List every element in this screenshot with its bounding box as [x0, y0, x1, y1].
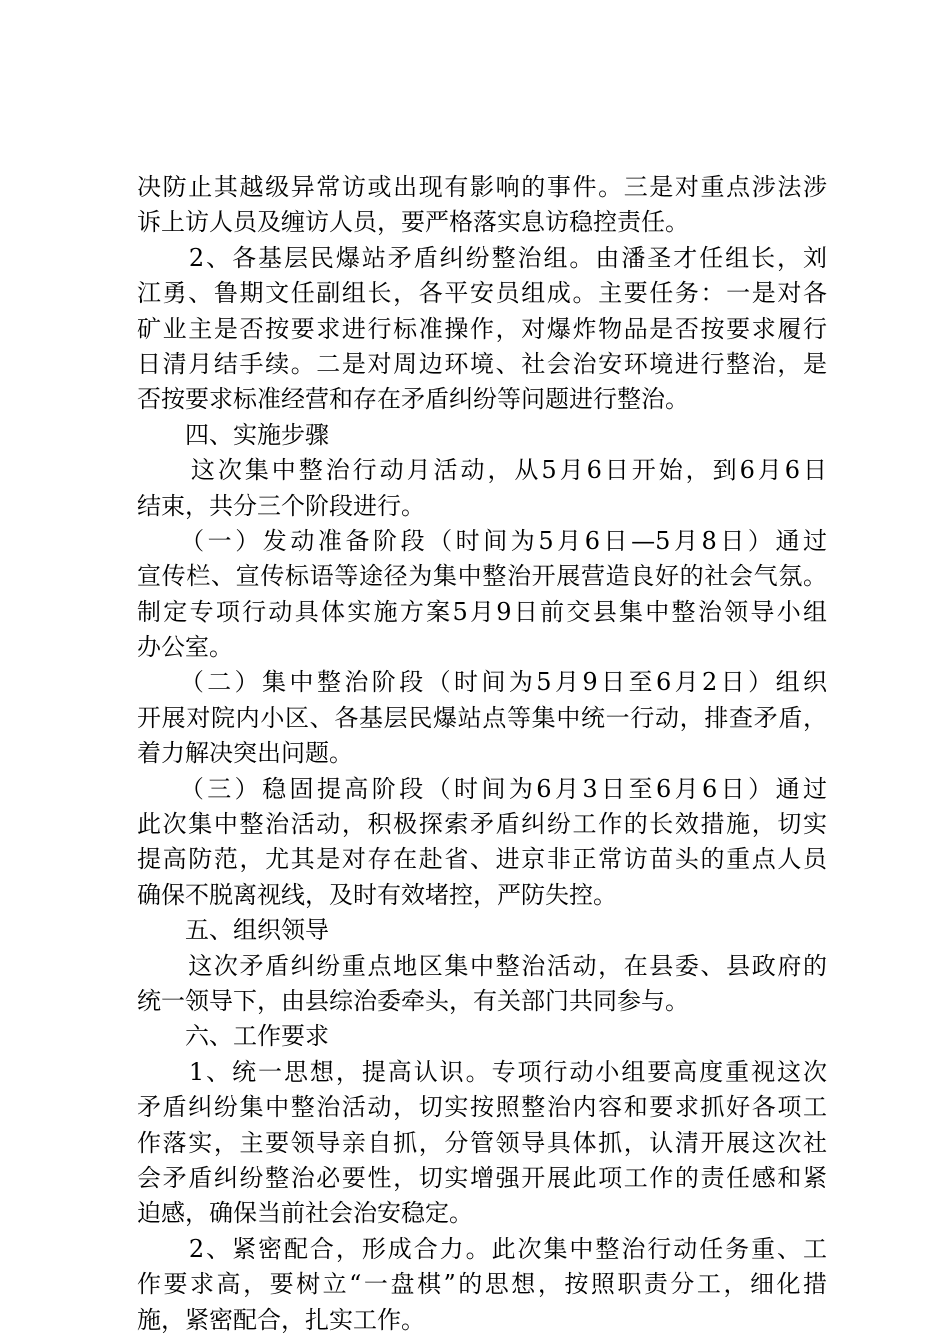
text-line: 开展对院内小区、各基层民爆站点等集中统一行动，排查矛盾， [137, 703, 827, 732]
text-line: 2、各基层民爆站矛盾纠纷整治组。由潘圣才任组长，刘 [137, 243, 827, 272]
text-line: 作落实，主要领导亲自抓，分管领导具体抓，认清开展这次社 [137, 1128, 827, 1157]
text-line: 确保不脱离视线，及时有效堵控，严防失控。 [137, 880, 617, 909]
text-line: 此次集中整治活动，积极探索矛盾纠纷工作的长效措施，切实 [137, 810, 827, 839]
section-heading: 四、实施步骤 [137, 420, 329, 449]
section-heading: 五、组织领导 [137, 916, 329, 945]
text-line: 迫感，确保当前社会治安稳定。 [137, 1199, 473, 1228]
text-line: 诉上访人员及缠访人员，要严格落实息访稳控责任。 [137, 208, 689, 237]
text-line: 江勇、鲁期文任副组长，各平安员组成。主要任务：一是对各 [137, 279, 827, 308]
text-line: 办公室。 [137, 633, 233, 662]
text-line: （一）发动准备阶段（时间为5月6日—5月8日）通过 [137, 526, 827, 555]
text-line: 否按要求标准经营和存在矛盾纠纷等问题进行整治。 [137, 385, 689, 414]
text-line: 这次矛盾纠纷重点地区集中整治活动，在县委、县政府的 [137, 951, 827, 980]
text-line: 制定专项行动具体实施方案5月9日前交县集中整治领导小组 [137, 597, 827, 626]
text-line: 矛盾纠纷集中整治活动，切实按照整治内容和要求抓好各项工 [137, 1093, 827, 1122]
text-line: 统一领导下，由县综治委牵头，有关部门共同参与。 [137, 986, 689, 1015]
section-heading: 六、工作要求 [137, 1022, 329, 1051]
text-line: 矿业主是否按要求进行标准操作，对爆炸物品是否按要求履行 [137, 314, 827, 343]
text-line: 会矛盾纠纷整治必要性，切实增强开展此项工作的责任感和紧 [137, 1163, 827, 1192]
text-line: 日清月结手续。二是对周边环境、社会治安环境进行整治，是 [137, 349, 827, 378]
text-line: 宣传栏、宣传标语等途径为集中整治开展营造良好的社会气氛。 [137, 562, 827, 591]
text-line: 结束，共分三个阶段进行。 [137, 491, 425, 520]
text-line: 决防止其越级异常访或出现有影响的事件。三是对重点涉法涉 [137, 173, 827, 201]
text-line: 提高防范，尤其是对存在赴省、进京非正常访苗头的重点人员 [137, 845, 827, 874]
text-line: 作要求高，要树立“一盘棋”的思想，按照职责分工，细化措 [137, 1270, 827, 1299]
text-line: 着力解决突出问题。 [137, 739, 353, 768]
text-line: 1、统一思想，提高认识。专项行动小组要高度重视这次 [137, 1057, 827, 1086]
text-line: 这次集中整治行动月活动，从5月6日开始，到6月6日 [137, 456, 827, 485]
text-line: 2、紧密配合，形成合力。此次集中整治行动任务重、工 [137, 1234, 827, 1263]
text-line: 施，紧密配合，扎实工作。 [137, 1305, 425, 1334]
text-line: （三）稳固提高阶段（时间为6月3日至6月6日）通过 [137, 774, 827, 803]
text-line: （二）集中整治阶段（时间为5月9日至6月2日）组织 [137, 668, 827, 697]
document-body [137, 170, 827, 1338]
